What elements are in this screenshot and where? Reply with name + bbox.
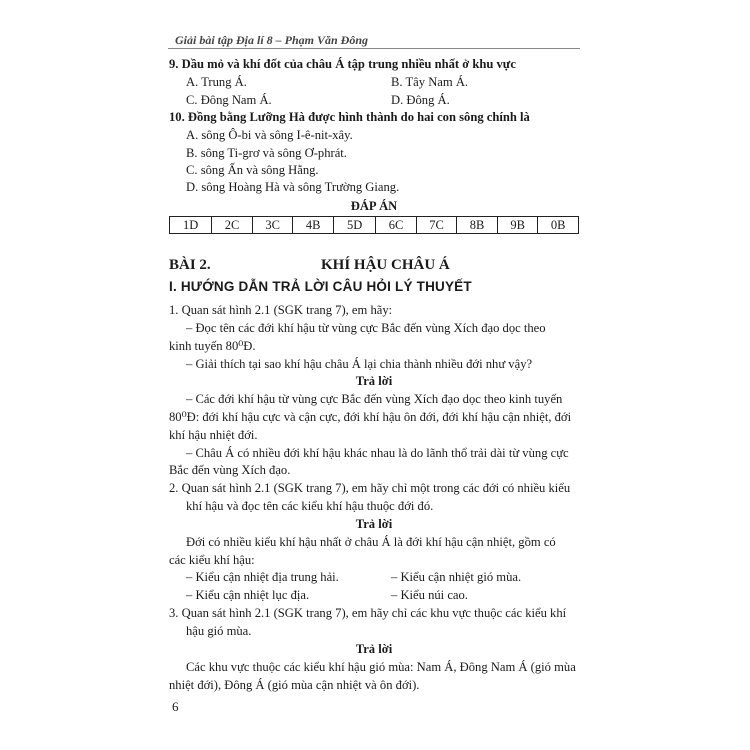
lesson-title: KHÍ HẬU CHÂU Á: [321, 257, 450, 273]
q9-option-c: C. Đông Nam Á.: [186, 93, 272, 107]
p1-answer-label: Trả lời: [355, 374, 393, 388]
p3-answer-label: Trả lời: [355, 642, 393, 656]
p2-climate-item: – Kiểu cận nhiệt gió mùa.: [391, 570, 522, 584]
answer-cell: 2C: [212, 217, 253, 234]
lesson-number: BÀI 2.: [169, 257, 211, 273]
question-9: 9. Dầu mỏ và khí đốt của châu Á tập trung nhiều nhất ở khu vực: [169, 57, 516, 71]
answer-cell: 0B: [538, 217, 579, 234]
p2-answer-label: Trả lời: [355, 517, 393, 531]
header-rule: [168, 48, 580, 49]
p2-climate-item: – Kiểu cận nhiệt địa trung hải.: [186, 570, 339, 584]
p2-answer-line: Đới có nhiều kiểu khí hậu nhất ở châu Á là đới khí hậu cận nhiệt, gồm có: [186, 535, 556, 549]
p3-question-line: 3. Quan sát hình 2.1 (SGK trang 7), em hãy chỉ các khu vực thuộc các kiểu khí: [169, 606, 567, 620]
answer-key-title: ĐÁP ÁN: [350, 199, 398, 213]
answer-cell: 3C: [252, 217, 293, 234]
section-heading: I. HƯỚNG DẪN TRẢ LỜI CÂU HỎI LÝ THUYẾT: [169, 279, 472, 294]
p2-answer-line: các kiểu khí hậu:: [169, 553, 255, 567]
answer-cell: 6C: [376, 217, 417, 234]
q9-option-a: A. Trung Á.: [186, 75, 247, 89]
p2-climate-item: – Kiểu cận nhiệt lục địa.: [186, 588, 310, 602]
p1-answer-line: Bắc đến vùng Xích đạo.: [169, 463, 291, 477]
answer-cell: 7C: [416, 217, 457, 234]
q10-option-d: D. sông Hoàng Hà và sông Trường Giang.: [186, 180, 400, 194]
p1-question-line: kinh tuyến 80⁰Đ.: [169, 339, 256, 353]
p2-question-line: khí hậu và đọc tên các kiểu khí hậu thuộc đới đó.: [186, 499, 434, 513]
p1-answer-line: 80⁰Đ: đới khí hậu cực và cận cực, đới khí hậu ôn đới, đới khí hậu cận nhiệt, đới: [169, 410, 572, 424]
p1-question-line: – Giải thích tại sao khí hậu châu Á lại chia thành nhiều đới như vậy?: [186, 357, 533, 371]
p3-answer-line: Các khu vực thuộc các kiểu khí hậu gió mùa: Nam Á, Đông Nam Á (gió mùa: [186, 660, 576, 674]
answer-cell: 1D: [170, 217, 212, 234]
running-header: Giải bài tập Địa lí 8 – Phạm Văn Đông: [175, 33, 369, 47]
answer-cell: 8B: [457, 217, 498, 234]
answer-key-table: [169, 216, 579, 234]
p3-question-line: hậu gió mùa.: [186, 624, 252, 638]
answer-cell: 5D: [333, 217, 375, 234]
answer-cell: 9B: [497, 217, 538, 234]
q10-option-c: C. sông Ấn và sông Hằng.: [186, 163, 319, 177]
answer-cell: 4B: [293, 217, 334, 234]
q10-option-a: A. sông Ô-bi và sông I-ê-nit-xây.: [186, 128, 353, 142]
p2-question-line: 2. Quan sát hình 2.1 (SGK trang 7), em hãy chỉ một trong các đới có nhiều kiểu: [169, 481, 571, 495]
p1-question-line: – Đọc tên các đới khí hậu từ vùng cực Bắc đến vùng Xích đạo dọc theo: [186, 321, 546, 335]
p1-answer-line: – Các đới khí hậu từ vùng cực Bắc đến vùng Xích đạo dọc theo kinh tuyến: [186, 392, 563, 406]
page-number: 6: [172, 699, 179, 714]
p1-question: 1. Quan sát hình 2.1 (SGK trang 7), em hãy:: [169, 303, 393, 317]
p1-answer-line: khí hậu nhiệt đới.: [169, 428, 258, 442]
p1-answer-line: – Châu Á có nhiều đới khí hậu khác nhau là do lãnh thổ trải dài từ vùng cực: [186, 446, 569, 460]
answer-key-row: [170, 217, 579, 234]
p3-answer-line: nhiệt đới), Đông Á (gió mùa cận nhiệt và ôn đới).: [169, 678, 420, 692]
q10-option-b: B. sông Ti-grơ và sông Ơ-phrát.: [186, 146, 347, 160]
question-10: 10. Đồng bằng Lưỡng Hà được hình thành do hai con sông chính là: [169, 110, 530, 124]
q9-option-b: B. Tây Nam Á.: [391, 75, 469, 89]
q9-option-d: D. Đông Á.: [391, 93, 450, 107]
p2-climate-item: – Kiểu núi cao.: [391, 588, 468, 602]
